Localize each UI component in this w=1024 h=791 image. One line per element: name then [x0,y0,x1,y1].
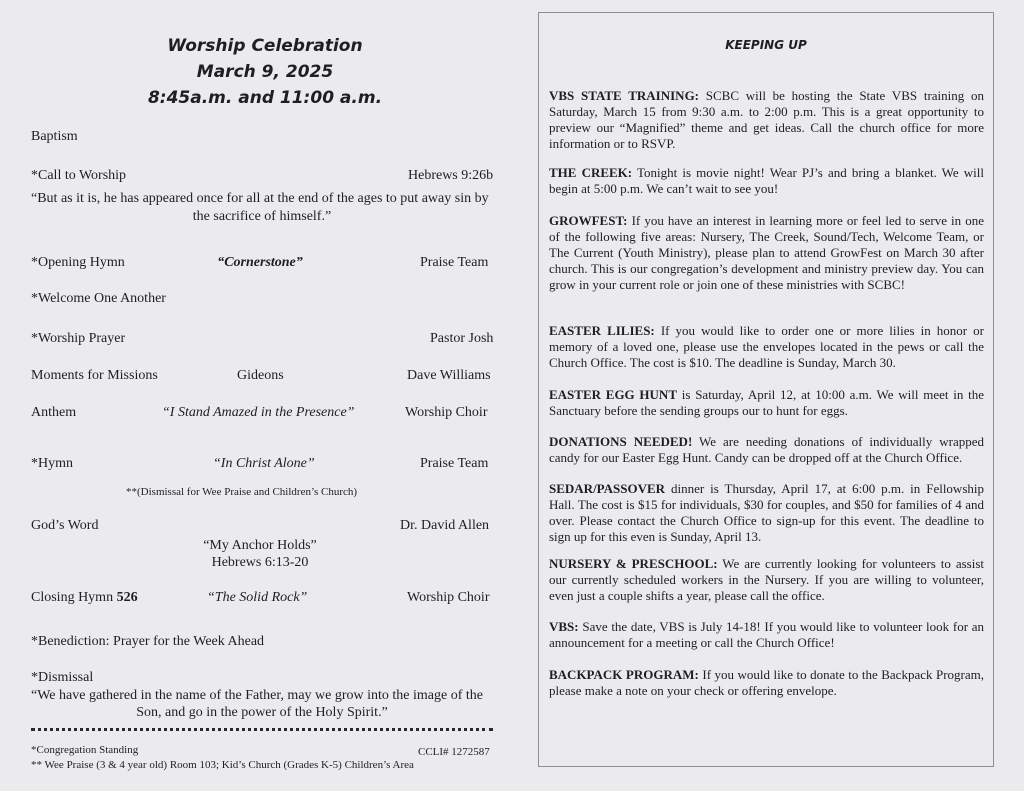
call-to-worship-label: *Call to Worship [31,168,127,183]
congregation-standing-note: *Congregation Standing [31,744,139,756]
announcement-body: Save the date, VBS is July 14-18! If you would like to volunteer look for an announcement for a meeting or call the Church Office! [549,619,984,650]
announcement-body: If you would like to donate to the Backpack Program, please make a note on your check or offering envelope. [549,667,985,698]
announcement-body: We are currently looking for volunteers to assist our currently scheduled workers in the Nursery. If you are willing to volunteer, even just a couple shifts a year, please call the office. [549,556,985,603]
sermon-title: “My Anchor Holds” [203,538,317,553]
hymn-leader: Praise Team [420,456,489,471]
announcement-nursery-preschool [549,556,984,604]
announcement-the-creek [549,165,984,197]
benediction-label: *Benediction: Prayer for the Week Ahead [31,634,265,649]
bulletin-times: 8:45a.m. and 11:00 a.m. [147,88,383,108]
closing-hymn-leader: Worship Choir [407,590,490,605]
announcement-vbs-training [549,88,984,152]
call-quote-line2: the sacrifice of himself.” [192,209,332,224]
gods-word-leader: Dr. David Allen [400,518,490,533]
announcement-donations-needed [549,434,984,466]
sermon-scripture: Hebrews 6:13-20 [211,555,309,570]
anthem-label: Anthem [31,405,77,420]
announcement-heading: EASTER EGG HUNT [549,387,677,402]
announcement-heading: GROWFEST: [549,213,628,228]
announcement-heading: BACKPACK PROGRAM: [549,667,699,682]
closing-hymn-title: “The Solid Rock” [207,590,308,605]
worship-prayer-label: *Worship Prayer [31,331,126,346]
opening-hymn-title: “Cornerstone” [217,255,303,270]
closing-hymn-number: 526 [116,590,138,605]
anthem-leader: Worship Choir [405,405,488,420]
gods-word-label: God’s Word [31,518,99,533]
announcement-body: If you have an interest in learning more or feel led to serve in one of the following five areas: Nursery, The Creek, Sound/Tech, Welcome Team, or The Current (Youth Ministry), please plan to attend GrowFest on March 30 after church. This is our congregation’s development and ministry preview day. You can grow in your current role or join one of these ministries with SCBC! [549,213,985,292]
announcement-heading: VBS STATE TRAINING: [549,88,700,103]
kids-note: ** Wee Praise (3 & 4 year old) Room 103; Kid’s Church (Grades K-5) Children’s Area [31,759,414,771]
anthem-title: “I Stand Amazed in the Presence” [162,405,355,420]
dotted-divider [31,728,493,731]
bulletin-title: Worship Celebration [167,36,363,56]
announcement-heading: DONATIONS NEEDED! [549,434,693,449]
announcement-heading: SEDAR/PASSOVER [549,481,666,496]
closing-hymn-label [31,589,138,606]
missions-org: Gideons [237,368,284,383]
announcement-vbs [549,619,984,651]
announcement-heading: EASTER LILIES: [549,323,655,338]
announcement-easter-egg-hunt [549,387,984,419]
announcement-body: dinner is Thursday, April 17, at 6:00 p.m. in Fellowship Hall. The cost is $15 for individuals, $30 for couples, and $50 for families of 4 and over. Please contact the Church Office to sign-up for this event. The deadline to sign up for this even is Sunday, April 13. [549,481,984,544]
dismissal-note: **(Dismissal for Wee Praise and Children’s Church) [126,486,358,498]
announcement-body: Tonight is movie night! Wear PJ’s and bring a blanket. We will begin at 5:00 p.m. We can’t wait to see you! [549,165,985,196]
hymn-label: *Hymn [31,456,73,471]
opening-hymn-label: *Opening Hymn [31,255,125,270]
announcement-growfest [549,213,984,293]
dismissal-quote-line1: “We have gathered in the name of the Father, may we grow into the image of the [31,688,483,703]
announcement-sedar-passover [549,481,984,545]
announcement-backpack-program [549,667,984,699]
announcement-body: SCBC will be hosting the State VBS training on Saturday, March 15 from 9:30 a.m. to 2:00 p.m. This is a great opportunity to preview our “Magnified” theme and get ideas. Call the church office for more information or to RSVP. [549,88,984,151]
call-to-worship-ref: Hebrews 9:26b [408,168,494,183]
worship-prayer-leader: Pastor Josh [430,331,494,346]
announcement-heading: NURSERY & PRESCHOOL: [549,556,718,571]
announcement-heading: THE CREEK: [549,165,633,180]
welcome-label: *Welcome One Another [31,291,166,306]
closing-hymn-text: Closing Hymn [31,590,114,605]
announcement-body: If you would like to order one or more lilies in honor or memory of a loved one, please use the envelopes located in the pews or call the Church Office. The cost is $10. The deadline is Sunday, March 30. [549,323,984,370]
announcement-easter-lilies [549,323,984,371]
dismissal-quote-line2: Son, and go in the power of the Holy Spirit.” [136,705,388,720]
bulletin-date: March 9, 2025 [196,62,334,82]
announcement-body: We are needing donations of individually wrapped candy for our Easter Egg Hunt. Candy can be dropped off at the Church Office. [549,434,984,465]
opening-hymn-leader: Praise Team [420,255,489,270]
missions-leader: Dave Williams [407,368,491,383]
baptism-label: Baptism [31,129,78,144]
keeping-up-panel [538,12,994,767]
dismissal-label: *Dismissal [31,670,94,685]
missions-label: Moments for Missions [31,368,158,383]
announcement-body: is Saturday, April 12, at 10:00 a.m. We will meet in the Sanctuary before the sending groups our to hunt for eggs. [549,387,984,418]
hymn-title: “In Christ Alone” [213,456,315,471]
ccli-number: CCLI# 1272587 [418,746,490,758]
call-quote-line1: “But as it is, he has appeared once for all at the end of the ages to put away sin by [31,191,489,206]
announcement-heading: VBS: [549,619,579,634]
keeping-up-title: KEEPING UP [725,38,807,52]
